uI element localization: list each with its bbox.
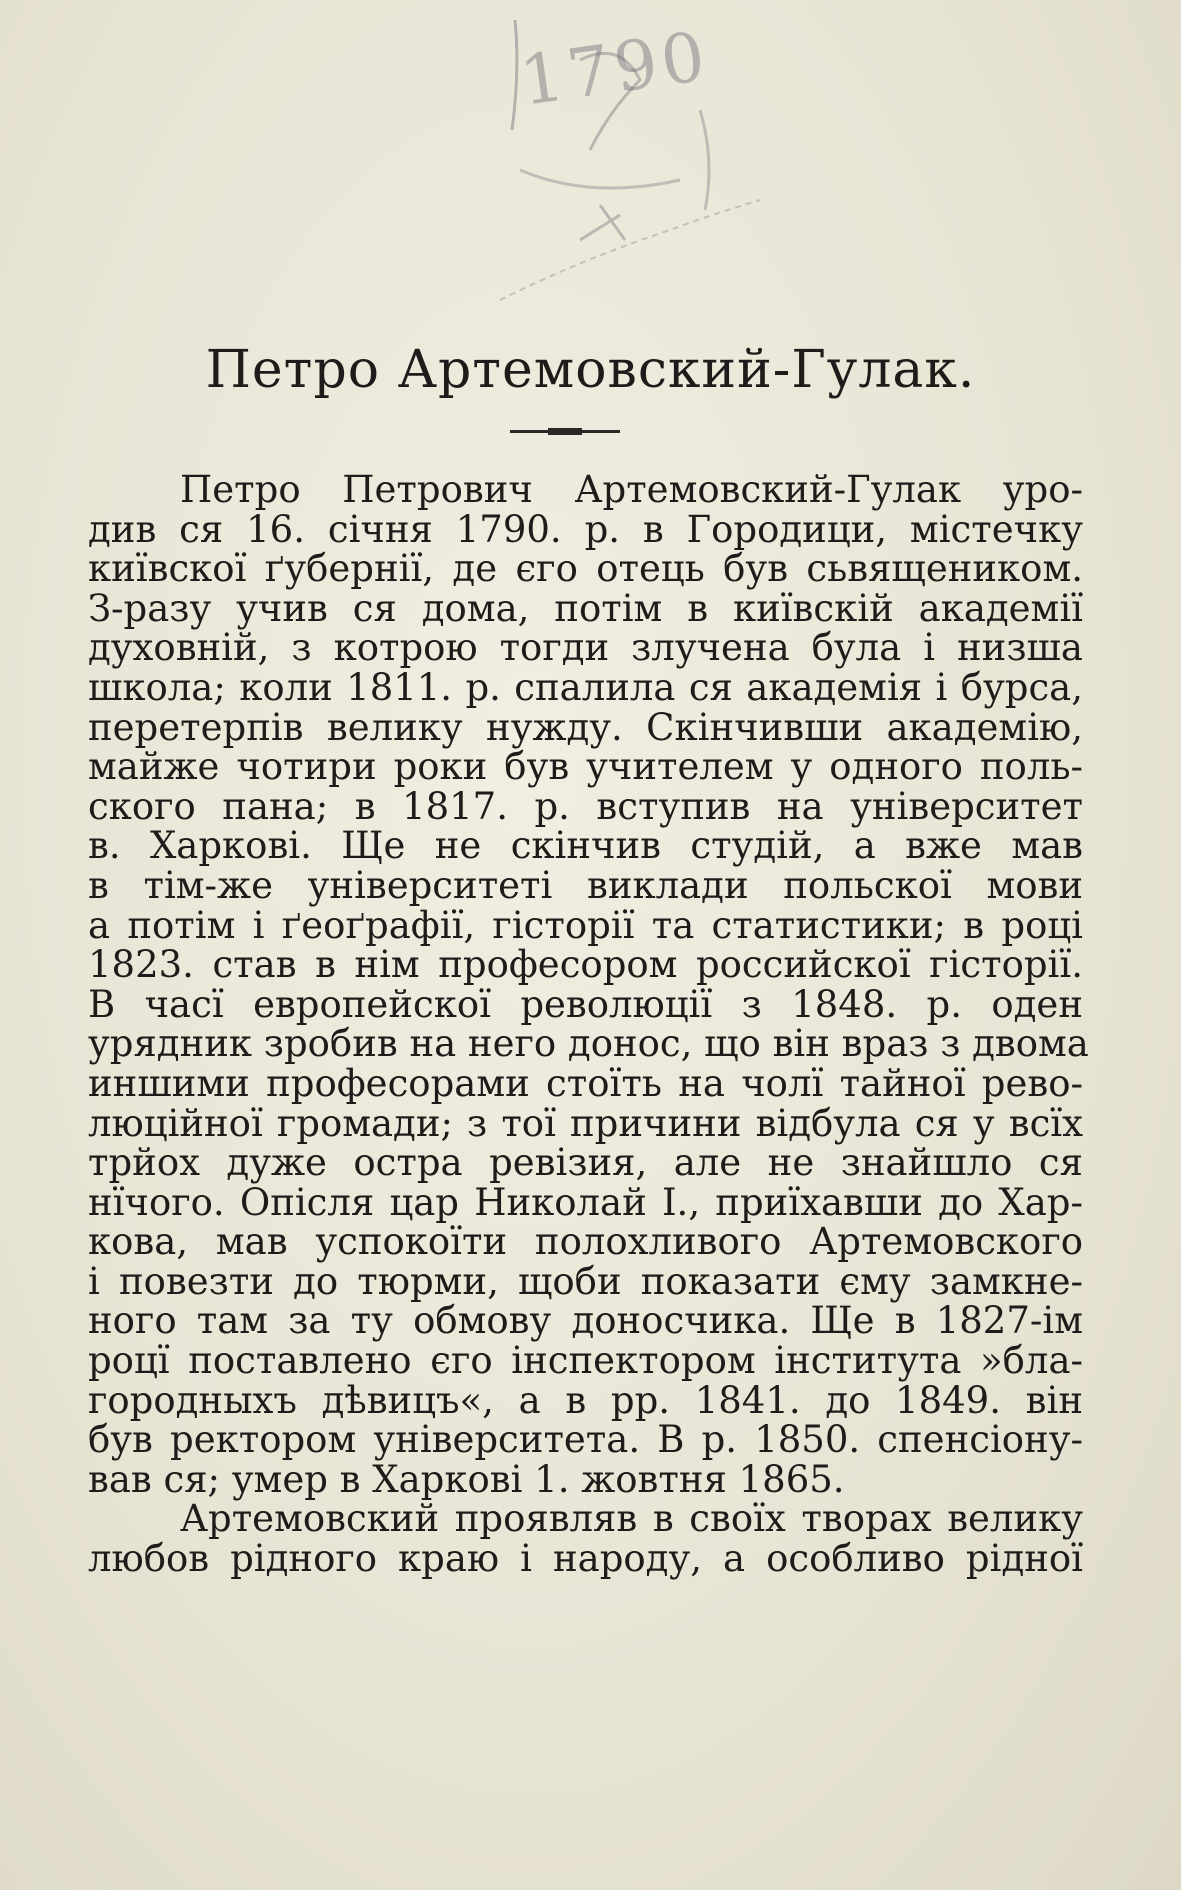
text-line: Петро Петрович Артемовский-Гулак уро- — [180, 468, 1083, 511]
text-line: нїчого. Опісля цар Николай I., приїхавши до Хар- — [88, 1180, 1083, 1224]
text-line: урядник зробив на него донос, що він враз з двома — [88, 1022, 1089, 1066]
text-line: В часї европейскої революції з 1848. р. оден — [88, 982, 1083, 1026]
title-divider — [510, 430, 620, 433]
text-line: кова, мав успокоїти полохливого Артемовского — [88, 1220, 1083, 1264]
text-line: ного там за ту обмову доносчика. Ще в 1827-ім — [88, 1299, 1083, 1343]
text-line: в. Харкові. Ще не скінчив студій, а вже мав — [88, 824, 1083, 868]
text-line: городныхъ дѣвицъ«, а в рр. 1841. до 1849. він — [88, 1378, 1083, 1422]
text-line: трйох дуже остра ревізия, але не знайшло ся — [88, 1141, 1083, 1185]
text-line: і повезти до тюрми, щоби показати єму замкне- — [88, 1259, 1083, 1303]
text-line: був ректором університета. В р. 1850. спенсіону- — [88, 1418, 1083, 1462]
handwritten-note: 1790 — [515, 17, 714, 122]
text-line: ского пана; в 1817. р. вступив на університет — [88, 784, 1083, 828]
text-line: перетерпів велику нужду. Скінчивши академію, — [88, 705, 1083, 749]
text-line: 1823. став в нім професором российскої гісторії. — [88, 943, 1083, 987]
text-line: вав ся; умер в Харкові 1. жовтня 1865. — [88, 1457, 845, 1501]
text-line: иншими професорами стоїть на чолї тайної рево- — [88, 1061, 1083, 1105]
text-line: а потім і ґеоґрафії, гісторії та статистики; в році — [88, 903, 1083, 947]
text-line: в тім-же університеті виклади польскої мови — [88, 863, 1083, 907]
text-line: люційної громади; з тої причини відбула ся у всїх — [88, 1101, 1083, 1145]
text-line: любов рідного краю і народу, а особливо рідної — [88, 1537, 1083, 1581]
text-line: духовній, з котрою тогди злучена була і низша — [88, 626, 1083, 670]
text-line: школа; коли 1811. р. спалила ся академія і бурса, — [88, 665, 1083, 709]
text-line: роцї поставлено єго інспектором інститута »бла- — [88, 1339, 1083, 1383]
text-line: див ся 16. січня 1790. р. в Городици, містечку — [88, 507, 1083, 551]
text-line: Артемовский проявляв в своїх творах велику — [180, 1497, 1083, 1541]
page-title: Петро Артемовский-Гулак. — [205, 340, 976, 400]
article-body — [88, 468, 1089, 1581]
text-line: майже чотири роки був учителем у одного поль- — [88, 745, 1083, 789]
text-line: З-разу учив ся дома, потім в київскій академії — [88, 586, 1083, 630]
text-line: київскої ґубернії, де єго отець був сьвящеником. — [88, 547, 1083, 591]
